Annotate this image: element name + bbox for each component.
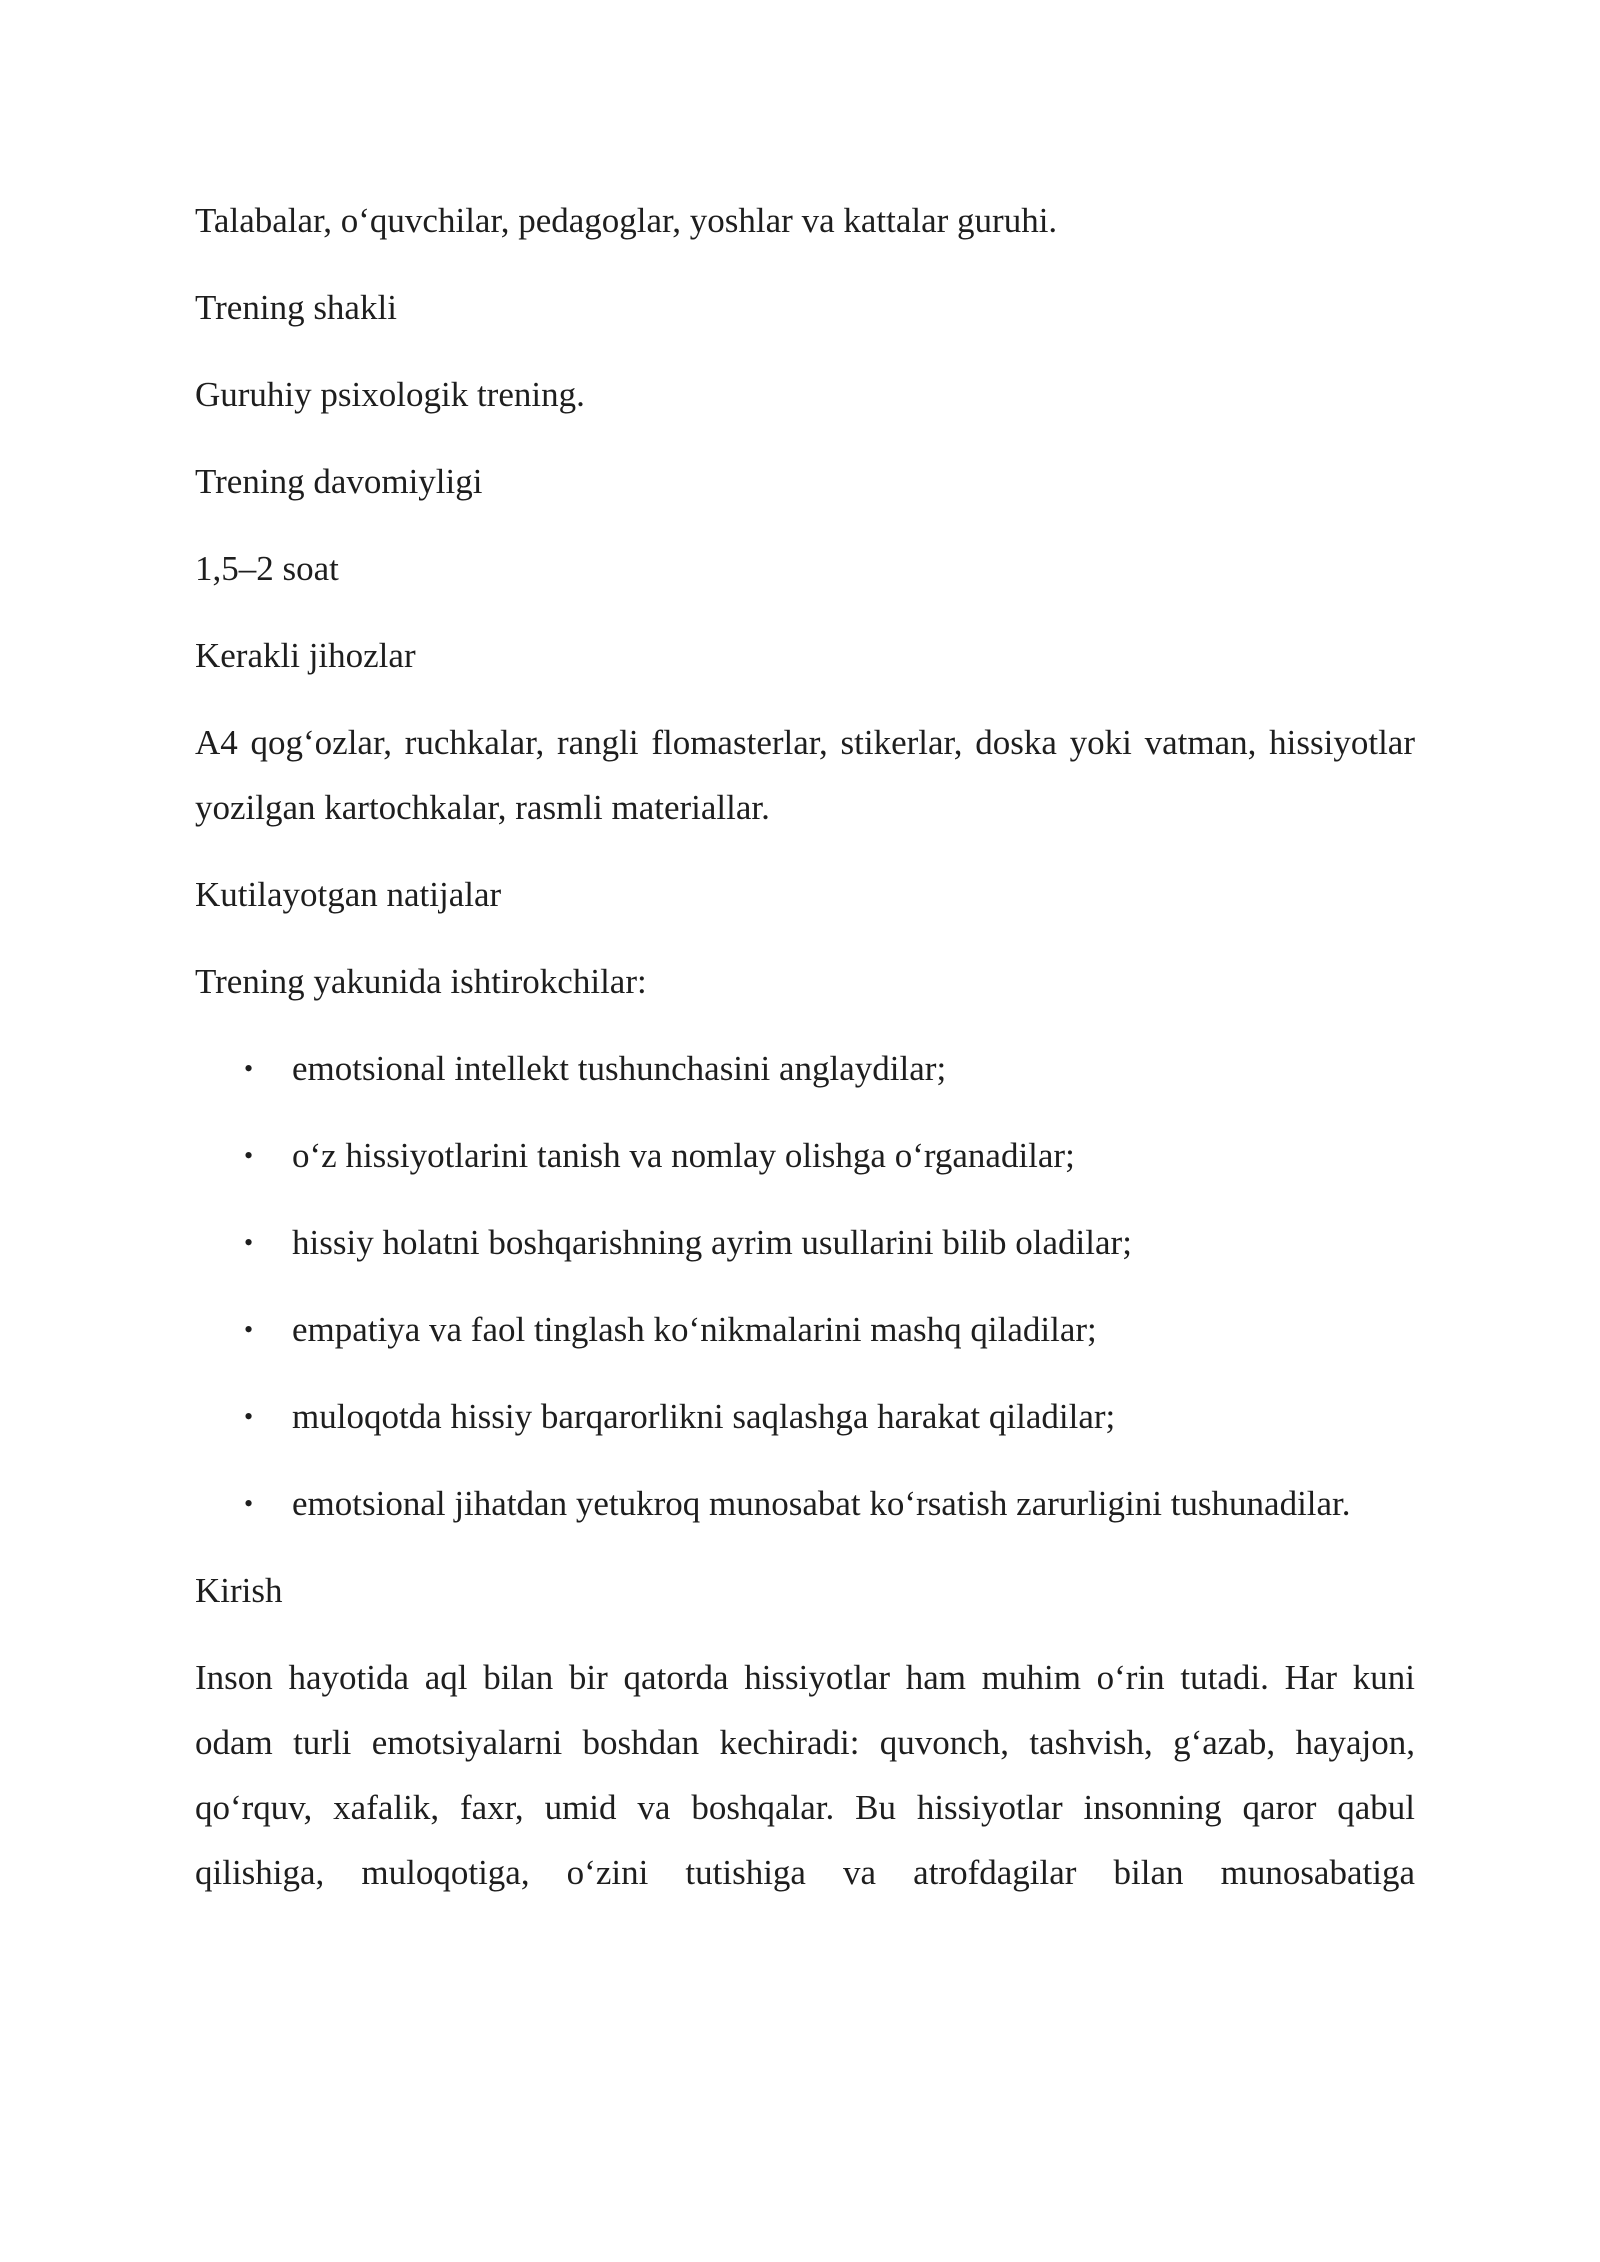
bullet-icon: • xyxy=(244,1141,254,1170)
list-item xyxy=(195,1123,1415,1188)
target-audience-text: Talabalar, o‘quvchilar, pedagoglar, yoshlar va kattalar guruhi. xyxy=(195,201,1058,240)
list-item-text: empatiya va faol tinglash ko‘nikmalarini mashq qiladilar; xyxy=(292,1310,1097,1349)
bullet-icon: • xyxy=(244,1054,254,1083)
list-item xyxy=(195,1471,1415,1536)
list-item-text: emotsional jihatdan yetukroq munosabat ko‘rsatish zarurligini tushunadilar. xyxy=(292,1484,1351,1523)
list-item xyxy=(195,1036,1415,1101)
list-item xyxy=(195,1384,1415,1449)
training-format-text: Guruhiy psixologik trening. xyxy=(195,375,585,414)
introduction-text: Inson hayotida aql bilan bir qatorda hissiyotlar ham muhim o‘rin tutadi. Har kuni odam turli emotsiyalarni boshdan kechiradi: quvonch, tashvish, g‘azab, hayajon, qo‘rquv, xafalik, faxr, umid va boshqalar. Bu hissiyotlar insonning qaror qabul qilishiga, muloqotiga, o‘zini tutishiga va atrofdagilar bilan munosabatiga xyxy=(195,1658,1415,1892)
training-format-heading: Trening shakli xyxy=(195,288,397,327)
expected-results-heading: Kutilayotgan natijalar xyxy=(195,875,502,914)
list-item xyxy=(195,1297,1415,1362)
training-duration-heading: Trening davomiyligi xyxy=(195,462,483,501)
bullet-icon: • xyxy=(244,1315,254,1344)
expected-results-list xyxy=(195,1036,1415,1536)
list-item-text: o‘z hissiyotlarini tanish va nomlay olishga o‘rganadilar; xyxy=(292,1136,1075,1175)
introduction-heading: Kirish xyxy=(195,1571,283,1610)
list-item-text: hissiy holatni boshqarishning ayrim usullarini bilib oladilar; xyxy=(292,1223,1132,1262)
training-duration-text: 1,5–2 soat xyxy=(195,549,339,588)
list-item-text: emotsional intellekt tushunchasini anglaydilar; xyxy=(292,1049,947,1088)
expected-results-intro: Trening yakunida ishtirokchilar: xyxy=(195,962,647,1001)
bullet-icon: • xyxy=(244,1402,254,1431)
bullet-icon: • xyxy=(244,1228,254,1257)
document-body xyxy=(195,188,1415,1927)
bullet-icon: • xyxy=(244,1489,254,1518)
list-item xyxy=(195,1210,1415,1275)
equipment-heading: Kerakli jihozlar xyxy=(195,636,416,675)
list-item-text: muloqotda hissiy barqarorlikni saqlashga harakat qiladilar; xyxy=(292,1397,1116,1436)
equipment-text: A4 qog‘ozlar, ruchkalar, rangli flomasterlar, stikerlar, doska yoki vatman, hissiyotlar yozilgan kartochkalar, rasmli materiallar. xyxy=(195,723,1415,827)
